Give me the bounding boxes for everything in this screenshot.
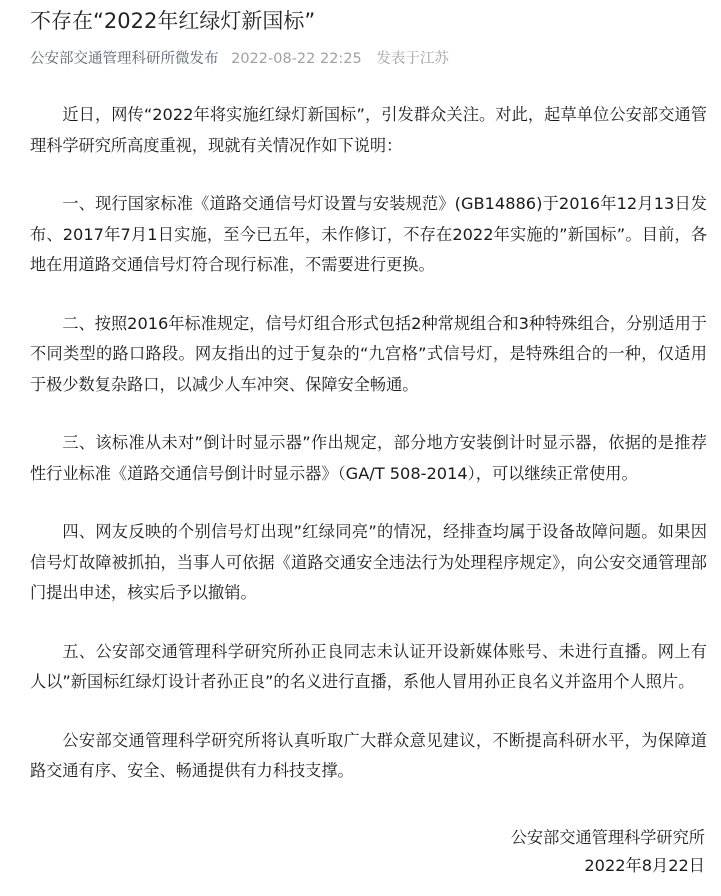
article-body	[30, 100, 707, 815]
publish-location: 发表于江苏	[376, 51, 449, 67]
paragraph-2: 二、按照2016年标准规定，信号灯组合形式包括2种常规组合和3种特殊组合，分别适用于不同类型的路口路段。网友指出的过于复杂的“九宫格”式信号灯，是特殊组合的一种，仅适用于极少数复杂路口，以减少人车冲突、保障安全畅通。	[30, 313, 707, 394]
publish-time: 2022-08-22 22:25	[231, 51, 362, 67]
paragraph-closing: 公安部交通管理科学研究所将认真听取广大群众意见建议，不断提高科研水平，为保障道路交通有序、安全、畅通提供有力科技支撑。	[30, 730, 707, 780]
author-link[interactable]: 公安部交通管理科研所微发布	[30, 51, 219, 67]
paragraph-5: 五、公安部交通管理科学研究所孙正良同志未认证开设新媒体账号、未进行直播。网上有人以”新国标红绿灯设计者孙正良”的名义进行直播，系他人冒用孙正良名义并盗用个人照片。	[30, 641, 707, 691]
signature-organization: 公安部交通管理科学研究所	[510, 828, 705, 847]
paragraph-intro: 近日，网传“2022年将实施红绿灯新国标”，引发群众关注。对此，起草单位公安部交通管理科学研究所高度重视，现就有关情况作如下说明：	[30, 105, 707, 155]
paragraph-4: 四、网友反映的个别信号灯出现”红绿同亮”的情况，经排查均属于设备故障问题。如果因信号灯故障被抓拍，当事人可依据《道路交通安全违法行为处理程序规定》，向公安交通管理部门提出申述，核实后予以撤销。	[30, 522, 707, 602]
paragraph-1: 一、现行国家标准《道路交通信号灯设置与安装规范》(GB14886)于2016年12月13日发布、2017年7月1日实施，至今已五年，未作修订，不存在2022年实施的”新国标”。目前，各地在用道路交通信号灯符合现行标准，不需要进行更换。	[30, 194, 707, 274]
article-title: 不存在“2022年红绿灯新国标”	[30, 9, 316, 33]
signature-date: 2022年8月22日	[584, 856, 705, 875]
article-meta	[30, 48, 449, 70]
paragraph-3: 三、该标准从未对”倒计时显示器”作出规定，部分地方安装倒计时显示器，依据的是推荐性行业标准《道路交通信号倒计时显示器》（GA/T 508-2014），可以继续正常使用。	[30, 433, 707, 483]
